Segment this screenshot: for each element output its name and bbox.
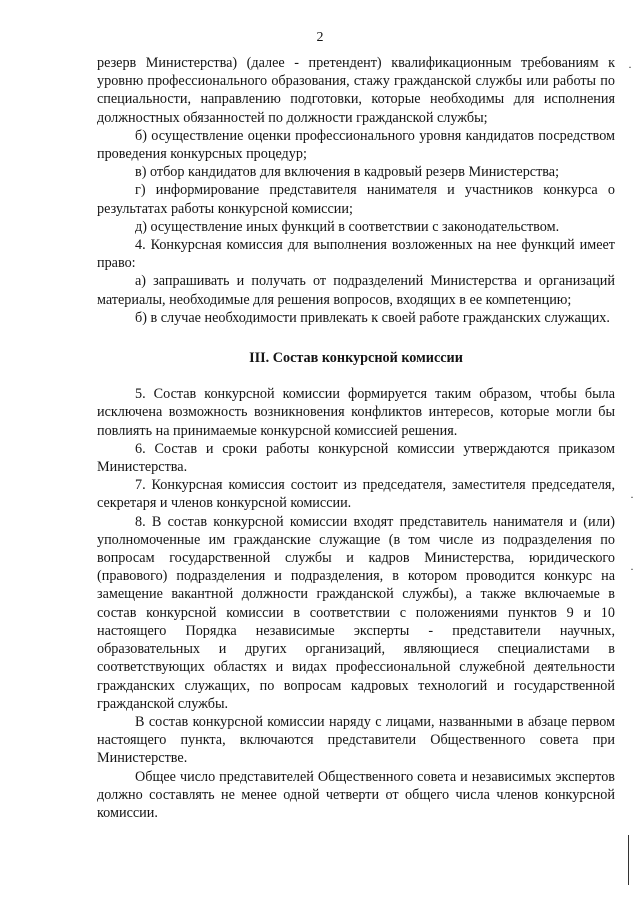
document-body <box>97 54 615 822</box>
paragraph: Общее число представителей Общественного совета и независимых экспертов должно составлять не менее одной четверти от общего числа членов конкурсной комиссии. <box>97 768 615 821</box>
paragraph: в) отбор кандидатов для включения в кадровый резерв Министерства; <box>135 164 560 181</box>
paragraph: 6. Состав и сроки работы конкурсной комиссии утверждаются приказом Министерства. <box>97 440 615 476</box>
paragraph: 7. Конкурсная комиссия состоит из председателя, заместителя председателя, секретаря и членов конкурсной комиссии. <box>97 477 615 512</box>
scan-mark: · <box>630 562 634 576</box>
scan-edge-line <box>628 835 629 885</box>
paragraph: а) запрашивать и получать от подразделений Министерства и организаций материалы, необходимые для решения вопросов, входящих в ее компетенцию; <box>97 273 615 308</box>
paragraph: 8. В состав конкурсной комиссии входят представитель нанимателя и (или) уполномоченные им гражданские служащие (в том числе из подразделения по вопросам государственной службы и кадров Министерства, юридического (правового) подразделения и подразделения, в котором проводится конкурс на замещение вакантной должности гражданской службы), а также включаемые в состав конкурсной комиссии в соответствии с положениями пунктов 9 и 10 настоящего Порядка независимые эксперты - представители научных, образовательных и других организаций, являющиеся специалистами в соответствующих областях и видах профессиональной служебной деятельности гражданских служащих, по вопросам кадровых технологий и государственной гражданской службы. <box>97 513 615 712</box>
paragraph: 5. Состав конкурсной комиссии формируется таким образом, чтобы была исключена возможность возникновения конфликтов интересов, которые могли бы повлиять на принимаемые конкурсной комиссией решения. <box>97 386 615 439</box>
paragraph: г) информирование представителя нанимателя и участников конкурса о результатах работы конкурсной комиссии; <box>97 182 615 217</box>
paragraph: В состав конкурсной комиссии наряду с лицами, названными в абзаце первом настоящего пункта, включаются представители Общественного совета при Министерстве. <box>97 713 615 767</box>
paragraph: б) осуществление оценки профессионального уровня кандидатов посредством проведения конкурсных процедур; <box>97 127 615 163</box>
paragraph: 4. Конкурсная комиссия для выполнения возложенных на нее функций имеет право: <box>97 237 615 272</box>
scan-mark: · <box>628 60 632 74</box>
page-number: 2 <box>316 30 324 45</box>
scan-mark: · <box>630 490 634 504</box>
paragraph: резерв Министерства) (далее - претендент) квалификационным требованиям к уровню профессионального образования, стажу гражданской службы или работы по специальности, направлению подготовки, которые необходимы для исполнения должностных обязанностей по должности гражданской службы; <box>97 55 615 126</box>
paragraph: д) осуществление иных функций в соответствии с законодательством. <box>135 218 560 235</box>
section-heading: III. Состав конкурсной комиссии <box>249 350 463 367</box>
paragraph: б) в случае необходимости привлекать к своей работе гражданских служащих. <box>135 309 610 326</box>
